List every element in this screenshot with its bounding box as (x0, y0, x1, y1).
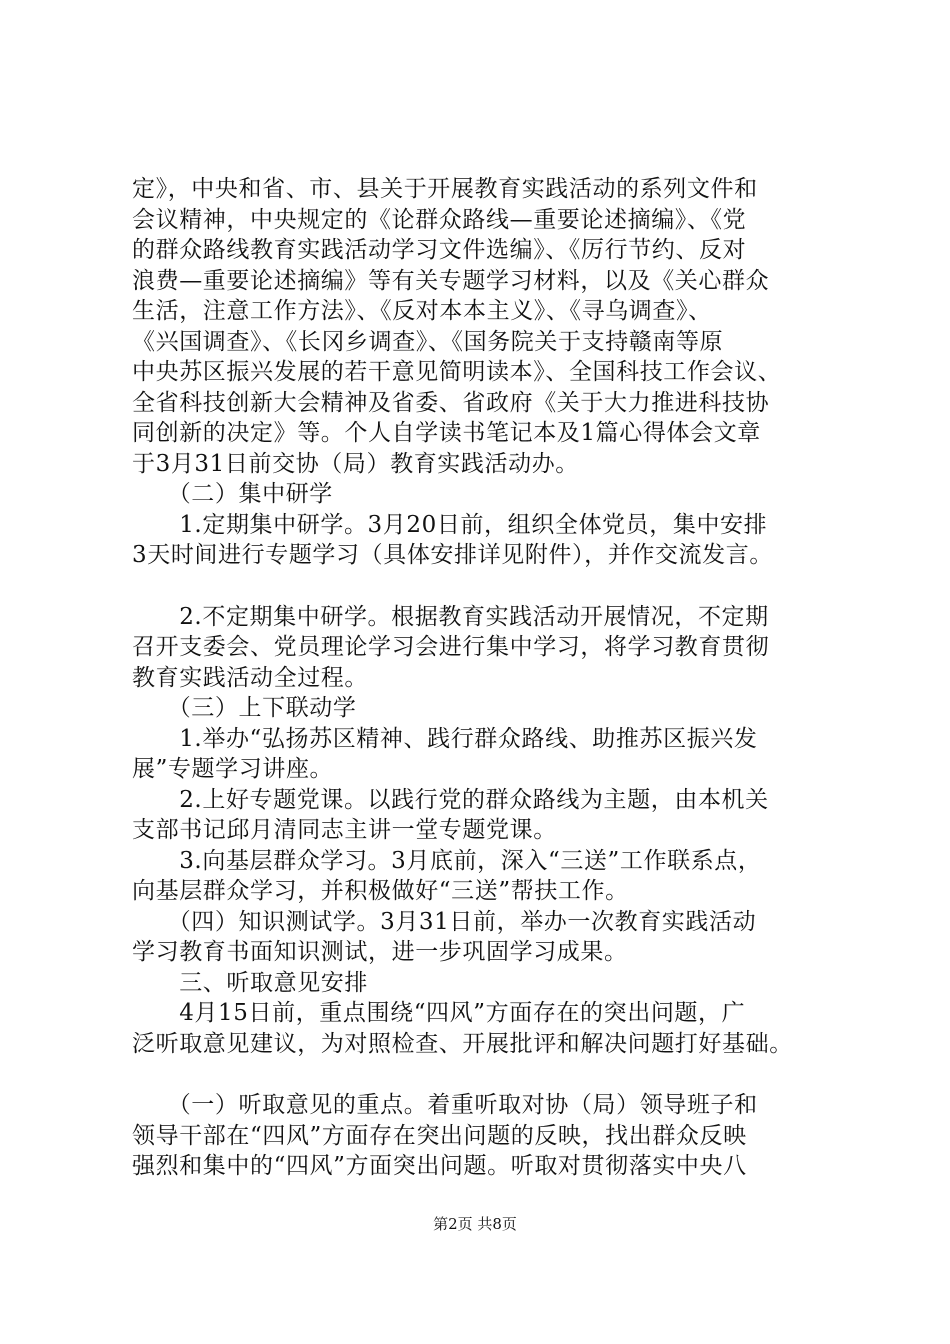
text-line: 2.上好专题党课。以践行党的群众路线为主题，由本机关 (132, 786, 769, 813)
blank-line (132, 1059, 862, 1090)
text-line: （一）听取意见的重点。着重听取对协（局）领导班子和 (132, 1092, 758, 1118)
text-line: 1.定期集中研学。3月20日前，组织全体党员，集中安排 (132, 511, 768, 538)
text-line: 生活，注意工作方法》、《反对本本主义》、《寻乌调查》、 (132, 298, 712, 324)
text-line: 教育实践活动全过程。 (132, 664, 368, 691)
text-line: 支部书记邱月清同志主讲一堂专题党课。 (132, 817, 557, 843)
text-line: 4月15日前，重点围绕“四风”方面存在的突出问题，广 (132, 1000, 746, 1026)
text-line: 1.举办“弘扬苏区精神、践行群众路线、助推苏区振兴发 (132, 725, 758, 752)
text-line: 召开支委会、党员理论学习会进行集中学习，将学习教育贯彻 (132, 634, 770, 660)
text-line: 同创新的决定》等。个人自学读书笔记本及1篇心得体会文章 (132, 420, 761, 446)
text-line: 的群众路线教育实践活动学习文件选编》、《厉行节约、反对 (132, 237, 747, 263)
text-line: 定》，中央和省、市、县关于开展教育实践活动的系列文件和 (132, 176, 758, 202)
text-line: 领导干部在“四风”方面存在突出问题的反映，找出群众反映 (132, 1122, 747, 1149)
blank-line (132, 571, 862, 602)
text-line: 展”专题学习讲座。 (132, 756, 334, 782)
text-line: 浪费—重要论述摘编》等有关专题学习材料，以及《关心群众 (132, 267, 770, 294)
section-heading: （三）上下联动学 (132, 695, 357, 721)
text-line: 3天时间进行专题学习（具体安排详见附件），并作交流发言。 (132, 542, 773, 568)
text-line: 会议精神，中央规定的《论群众路线—重要论述摘编》、《党 (132, 206, 747, 233)
text-line: 《兴国调查》、《长冈乡调查》、《国务院关于支持赣南等原 (132, 328, 724, 355)
page-number-footer: 第2页 共8页 (433, 1215, 517, 1233)
document-body (132, 174, 862, 1182)
text-line: 3.向基层群众学习。3月底前，深入“三送”工作联系点， (132, 847, 762, 874)
text-line: 2.不定期集中研学。根据教育实践活动开展情况，不定期 (132, 603, 769, 630)
text-line: （四）知识测试学。3月31日前，举办一次教育实践活动 (132, 908, 757, 935)
text-line: 向基层群众学习，并积极做好“三送”帮扶工作。 (132, 878, 629, 904)
section-heading: （二）集中研学 (132, 481, 333, 507)
text-line: 全省科技创新大会精神及省委、省政府《关于大力推进科技协 (132, 389, 770, 416)
text-line: 强烈和集中的“四风”方面突出问题。听取对贯彻落实中央八 (132, 1153, 747, 1179)
text-line: 于3月31日前交协（局）教育实践活动办。 (132, 450, 579, 477)
text-line: 学习教育书面知识测试，进一步巩固学习成果。 (132, 939, 628, 965)
text-line: 中央苏区振兴发展的若干意见简明读本》、全国科技工作会议、 (132, 359, 782, 385)
section-heading: 三、听取意见安排 (132, 969, 368, 996)
text-line: 泛听取意见建议，为对照检查、开展批评和解决问题打好基础。 (132, 1030, 793, 1057)
